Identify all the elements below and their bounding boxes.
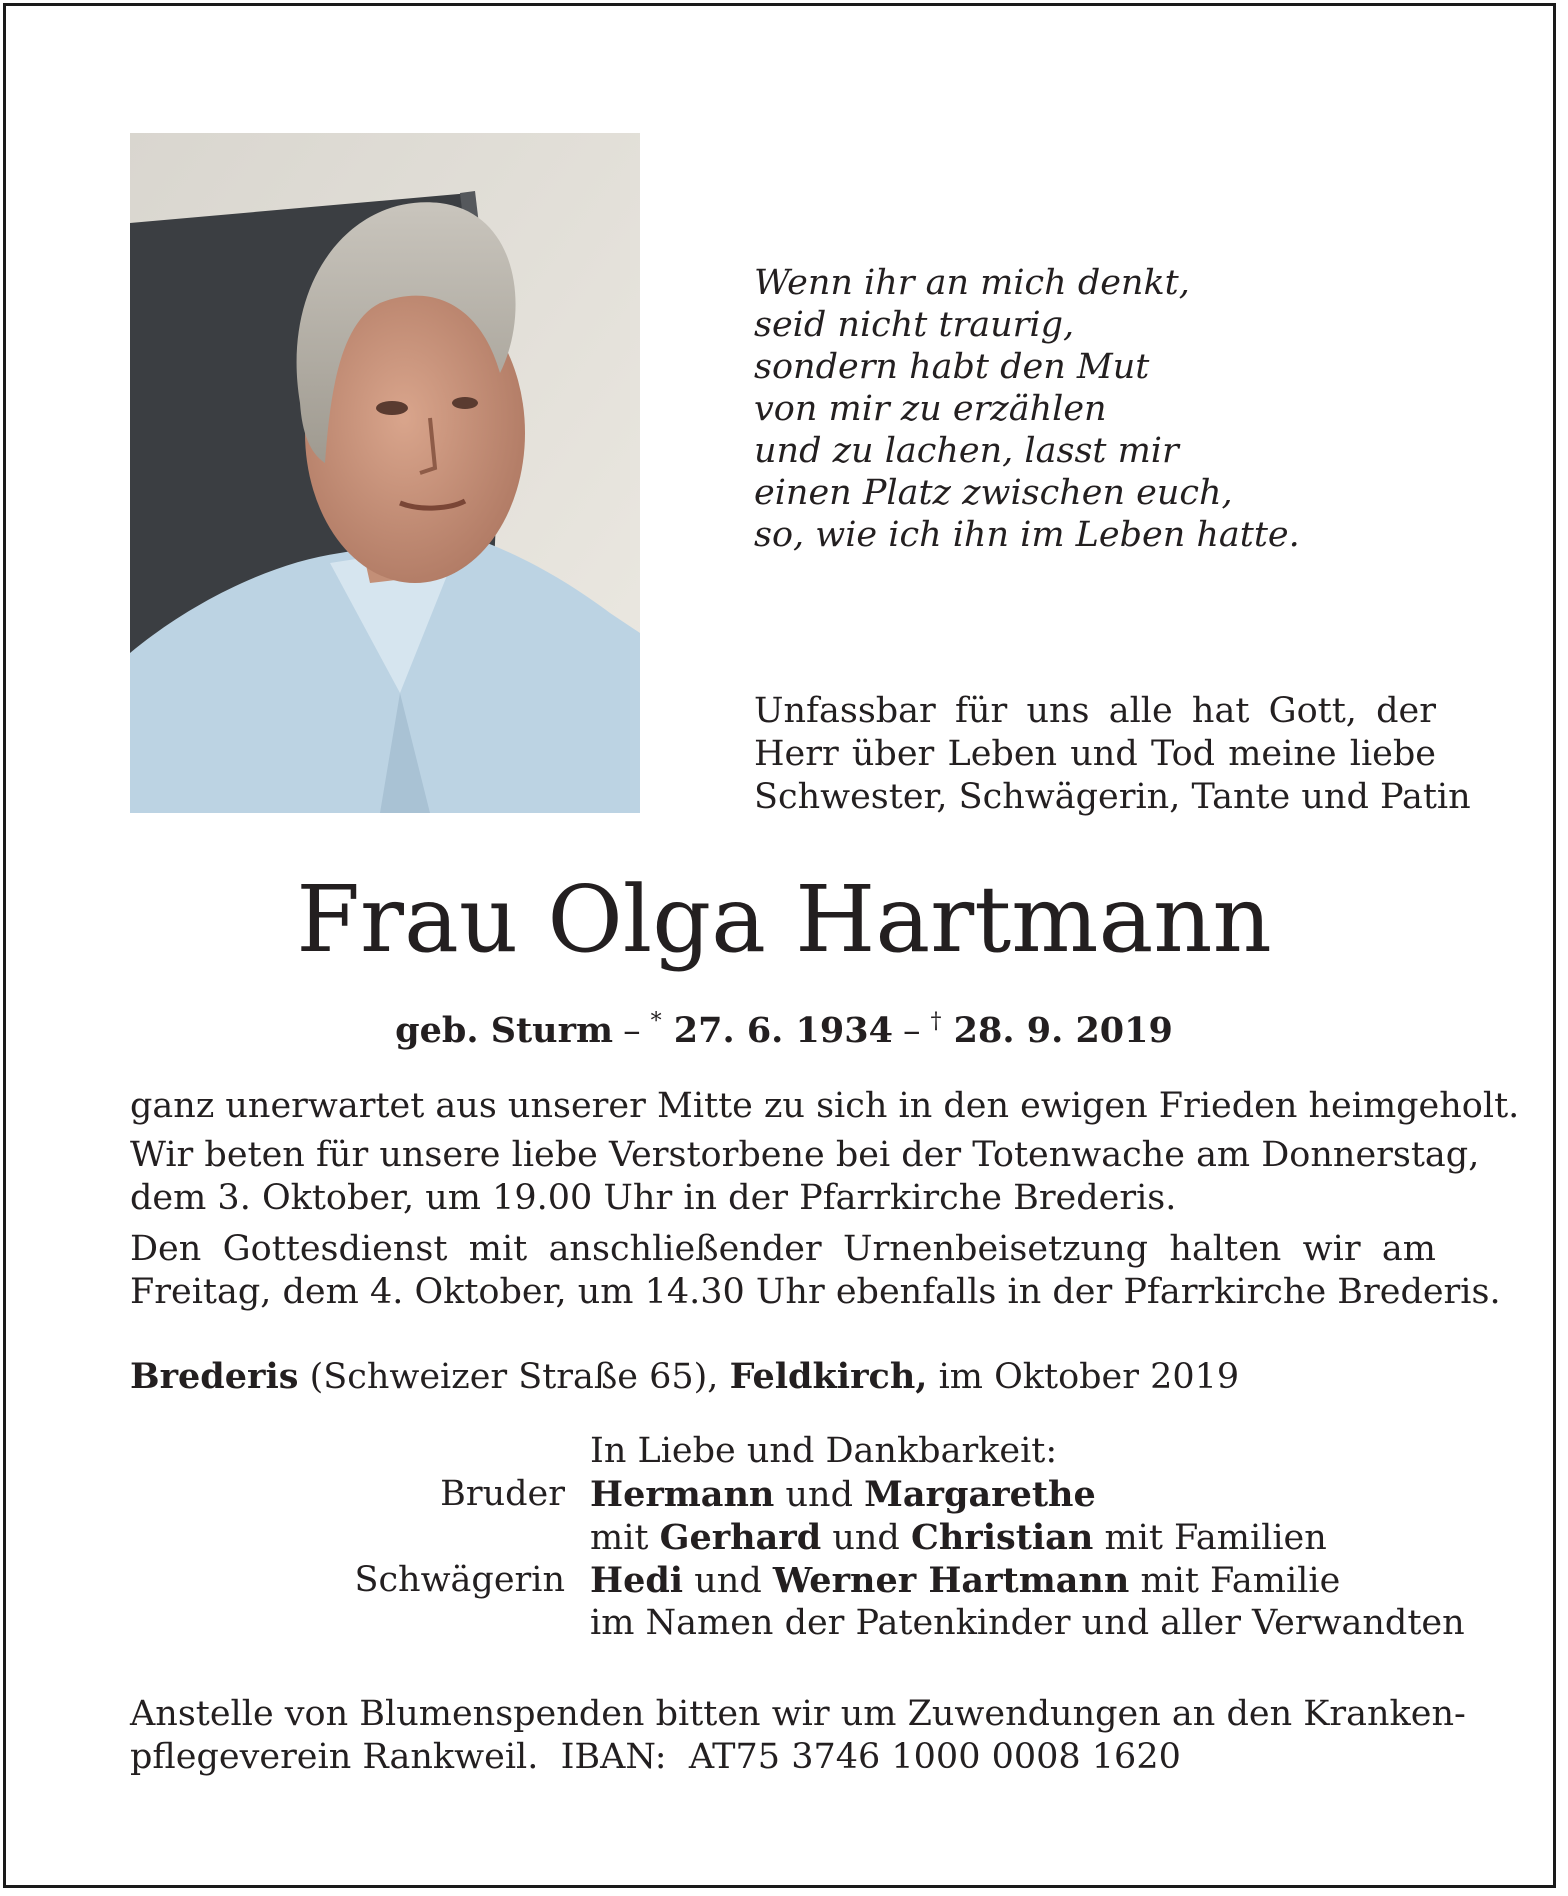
donation-line: Anstelle von Blumenspenden bitten wir um Zuwendungen an den Kranken- bbox=[130, 1694, 1466, 1734]
poem-line: seid nicht traurig, bbox=[754, 305, 1075, 345]
connector: mit Familie bbox=[1129, 1561, 1341, 1601]
mourners-row bbox=[0, 1559, 1568, 1602]
mourners-row bbox=[0, 1473, 1568, 1516]
place-address: (Schweizer Straße 65), bbox=[298, 1357, 730, 1397]
poem bbox=[754, 262, 1300, 556]
mourners-row bbox=[0, 1516, 1568, 1559]
poem-line: Wenn ihr an mich denkt, bbox=[754, 263, 1190, 303]
connector: und bbox=[821, 1518, 911, 1558]
body-line: Freitag, dem 4. Oktober, um 14.30 Uhr ebenfalls in der Pfarrkirche Brederis. bbox=[130, 1272, 1501, 1312]
place-town: Brederis bbox=[130, 1356, 299, 1397]
death-symbol: † bbox=[930, 1009, 942, 1034]
donation-note bbox=[130, 1693, 1466, 1779]
connector: mit bbox=[590, 1518, 660, 1558]
role-label: Schwägerin bbox=[354, 1560, 565, 1600]
death-date: 28. 9. 2019 bbox=[953, 1010, 1173, 1051]
mourner-name: Hedi bbox=[590, 1560, 684, 1601]
poem-line: so, wie ich ihn im Leben hatte. bbox=[754, 515, 1300, 555]
mourners-closing: im Namen der Patenkinder und aller Verwandten bbox=[590, 1603, 1465, 1643]
poem-line: sondern habt den Mut bbox=[754, 347, 1150, 387]
portrait-photo bbox=[130, 133, 640, 813]
mourner-name: Gerhard bbox=[659, 1517, 822, 1558]
dash: – bbox=[623, 1011, 641, 1051]
mourner-name: Werner Hartmann bbox=[772, 1560, 1130, 1601]
life-dates bbox=[0, 1000, 1568, 1053]
donation-line: pflegeverein Rankweil. IBAN: AT75 3746 1000 0008 1620 bbox=[130, 1737, 1181, 1777]
maiden-name: geb. Sturm bbox=[395, 1010, 614, 1051]
poem-line: von mir zu erzählen bbox=[754, 389, 1107, 429]
mourners-block bbox=[0, 1430, 1568, 1645]
poem-line: einen Platz zwischen euch, bbox=[754, 473, 1233, 513]
intro-line: Schwester, Schwägerin, Tante und Patin bbox=[754, 777, 1471, 817]
connector: und bbox=[683, 1561, 773, 1601]
dash: – bbox=[902, 1011, 921, 1051]
body-line: Wir beten für unsere liebe Verstorbene bei der Totenwache am Donnerstag, bbox=[130, 1135, 1480, 1175]
mourners-heading: In Liebe und Dankbarkeit: bbox=[590, 1431, 1058, 1471]
body-line: ganz unerwartet aus unserer Mitte zu sich in den ewigen Frieden heimgeholt. bbox=[130, 1086, 1520, 1126]
birth-symbol: * bbox=[650, 1009, 662, 1034]
mourner-name: Margarethe bbox=[864, 1474, 1096, 1515]
intro-line: Herr über Leben und Tod meine liebe bbox=[754, 734, 1436, 774]
body-paragraph-1 bbox=[130, 1085, 1520, 1128]
intro-text bbox=[754, 690, 1471, 819]
mourner-name: Christian bbox=[910, 1517, 1094, 1558]
poem-line: und zu lachen, lasst mir bbox=[754, 431, 1179, 471]
place-city: Feldkirch, bbox=[729, 1356, 928, 1397]
mourners-row bbox=[0, 1430, 1568, 1473]
birth-date: 27. 6. 1934 bbox=[673, 1010, 893, 1051]
mourner-name: Hermann bbox=[590, 1474, 775, 1515]
place-date: im Oktober 2019 bbox=[927, 1357, 1240, 1397]
place-date-line bbox=[130, 1355, 1239, 1399]
intro-line: Unfassbar für uns alle hat Gott, der bbox=[754, 691, 1436, 731]
role-label: Bruder bbox=[440, 1474, 565, 1514]
body-line: dem 3. Oktober, um 19.00 Uhr in der Pfarrkirche Brederis. bbox=[130, 1178, 1177, 1218]
wake-paragraph bbox=[130, 1134, 1480, 1220]
connector: mit Familien bbox=[1093, 1518, 1327, 1558]
deceased-name: Frau Olga Hartmann bbox=[296, 866, 1272, 973]
mourners-row bbox=[0, 1602, 1568, 1645]
body-line: Den Gottesdienst mit anschließender Urnenbeisetzung halten wir am bbox=[130, 1229, 1436, 1269]
connector: und bbox=[774, 1475, 865, 1515]
service-paragraph bbox=[130, 1228, 1501, 1314]
